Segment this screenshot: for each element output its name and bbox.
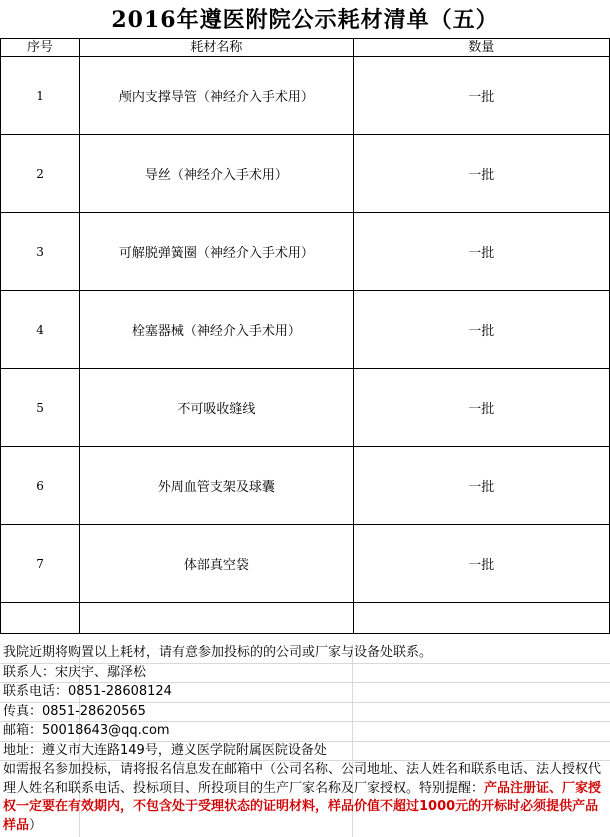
row-index: 7 (1, 525, 80, 603)
table-header-row (1, 39, 610, 57)
closing-paren: ） (29, 817, 43, 833)
header-name: 耗材名称 (80, 39, 353, 57)
row-index: 5 (1, 369, 80, 447)
notice-instructions (0, 761, 610, 835)
notice-section (0, 644, 610, 835)
table-row (1, 57, 610, 135)
row-name: 不可吸收缝线 (80, 369, 353, 447)
notice-address: 地址：遵义市大连路149号，遵义医学院附属医院设备处 (0, 742, 610, 762)
row-name: 颅内支撑导管（神经介入手术用） (80, 57, 353, 135)
row-name: 外周血管支架及球囊 (80, 447, 353, 525)
empty-cell (1, 603, 80, 634)
page-title: 2016年遵医附院公示耗材清单（五） (111, 7, 499, 33)
header-quantity: 数量 (353, 39, 609, 57)
row-quantity: 一批 (353, 525, 609, 603)
row-quantity: 一批 (353, 447, 609, 525)
empty-cell (353, 603, 609, 634)
notice-intro: 我院近期将购置以上耗材，请有意参加投标的的公司或厂家与设备处联系。 (0, 644, 610, 664)
warning-text: 产品注册证、厂家授权一定要在有效期内，不包含处于受理状态的证明材料，样品价值不超过1000元的开标时必须提供产品样品 (3, 780, 602, 833)
row-quantity: 一批 (353, 135, 609, 213)
row-index: 1 (1, 57, 80, 135)
instructions-text: 如需报名参加投标，请将报名信息发在邮箱中（公司名称、公司地址、法人姓名和联系电话、法人授权代理人姓名和联系电话、投标项目、所投项目的生产厂家名称及厂家授权。特别提醒： (3, 762, 602, 796)
notice-contacts: 联系人：宋庆宇、鄢泽松 (0, 664, 610, 684)
empty-cell (80, 603, 353, 634)
row-quantity: 一批 (353, 57, 609, 135)
header-index: 序号 (1, 39, 80, 57)
row-index: 2 (1, 135, 80, 213)
row-index: 6 (1, 447, 80, 525)
table-row (1, 525, 610, 603)
row-name: 可解脱弹簧圈（神经介入手术用） (80, 213, 353, 291)
notice-email: 邮箱：50018643@qq.com (0, 722, 610, 742)
notice-fax: 传真：0851-28620565 (0, 703, 610, 723)
table-row (1, 369, 610, 447)
row-name: 导丝（神经介入手术用） (80, 135, 353, 213)
row-quantity: 一批 (353, 369, 609, 447)
row-index: 3 (1, 213, 80, 291)
row-name: 栓塞器械（神经介入手术用） (80, 291, 353, 369)
row-index: 4 (1, 291, 80, 369)
table-row (1, 447, 610, 525)
table-row (1, 135, 610, 213)
table-spacer-row (1, 603, 610, 634)
materials-table (0, 38, 610, 634)
row-quantity: 一批 (353, 213, 609, 291)
notice-phone: 联系电话：0851-28608124 (0, 683, 610, 703)
table-row (1, 213, 610, 291)
row-quantity: 一批 (353, 291, 609, 369)
row-name: 体部真空袋 (80, 525, 353, 603)
table-row (1, 291, 610, 369)
